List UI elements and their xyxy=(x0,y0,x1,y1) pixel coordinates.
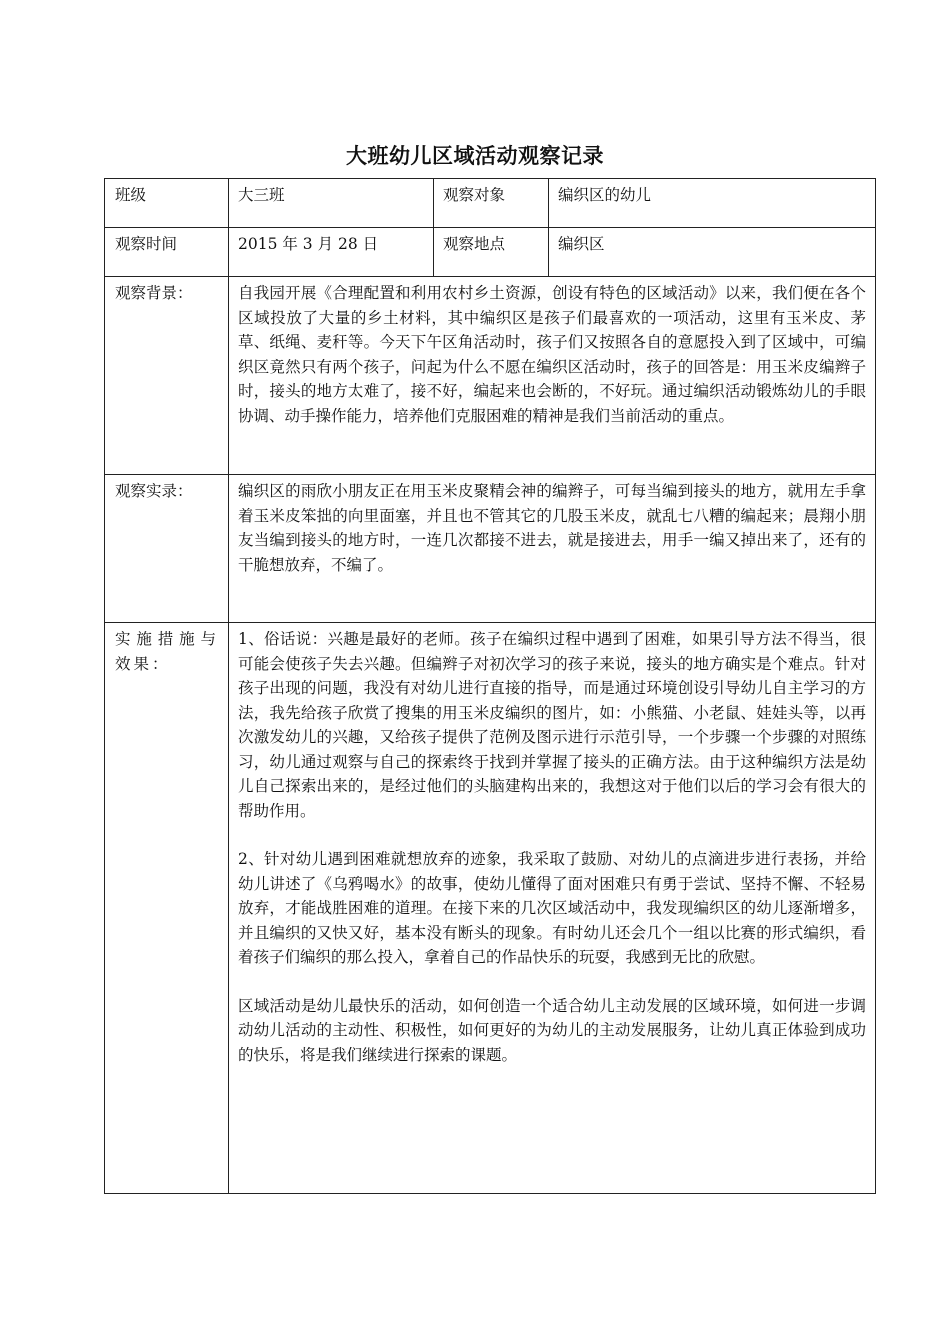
class-value: 大三班 xyxy=(229,179,434,228)
background-text: 自我园开展《合理配置和利用农村乡土资源，创设有特色的区域活动》以来，我们便在各个区域投放了大量的乡土材料，其中编织区是孩子们最喜欢的一项活动，这里有玉米皮、茅草、纸绳、麦秆等。今天下午区角活动时，孩子们又按照各自的意愿投入到了区域中，可编织区竟然只有两个孩子，问起为什么不愿在编织区活动时，孩子的回答是：用玉米皮编辫子时，接头的地方太难了，接不好，编起来也会断的，不好玩。通过编织活动锻炼幼儿的手眼协调、动手操作能力，培养他们克服困难的精神是我们当前活动的重点。 xyxy=(238,284,866,425)
table-row-class xyxy=(105,179,876,228)
measures-paragraph-2: 2、针对幼儿遇到困难就想放弃的迹象，我采取了鼓励、对幼儿的点滴进步进行表扬，并给幼儿讲述了《乌鸦喝水》的故事，使幼儿懂得了面对困难只有勇于尝试、坚持不懈、不轻易放弃，才能战胜困难的道理。在接下来的几次区域活动中，我发现编织区的幼儿逐渐增多，并且编织的又快又好，基本没有断头的现象。有时幼儿还会几个一组以比赛的形式编织，看着孩子们编织的那么投入，拿着自己的作品快乐的玩耍，我感到无比的欣慰。 xyxy=(238,850,866,966)
observation-record-table xyxy=(104,178,876,1194)
measures-paragraph-1: 1、俗话说：兴趣是最好的老师。孩子在编织过程中遇到了困难，如果引导方法不得当，很可能会使孩子失去兴趣。但编辫子对初次学习的孩子来说，接头的地方确实是个难点。针对孩子出现的问题，我没有对幼儿进行直接的指导，而是通过环境创设引导幼儿自主学习的方法，我先给孩子欣赏了搜集的用玉米皮编织的图片，如：小熊猫、小老鼠、娃娃头等，以再次激发幼儿的兴趣，又给孩子提供了范例及图示进行示范引导，一个步骤一个步骤的对照练习，幼儿通过观察与自己的探索终于找到并掌握了接头的正确方法。由于这种编织方法是幼儿自己探索出来的，是经过他们的头脑建构出来的，我想这对于他们以后的学习会有很大的帮助作用。 xyxy=(238,630,866,820)
observation-text: 编织区的雨欣小朋友正在用玉米皮聚精会神的编辫子，可每当编到接头的地方，就用左手拿着玉米皮笨拙的向里面塞，并且也不管其它的几股玉米皮，就乱七八糟的编起来；晨翔小朋友当编到接头的地方时，一连几次都接不进去，就是接进去，用手一编又掉出来了，还有的干脆想放弃，不编了。 xyxy=(238,482,866,574)
observation-label: 观察实录： xyxy=(105,475,229,623)
class-label: 班级 xyxy=(105,179,229,228)
place-value: 编织区 xyxy=(549,228,876,277)
table-row-time xyxy=(105,228,876,277)
target-label: 观察对象 xyxy=(434,179,549,228)
table-row-observation xyxy=(105,475,876,623)
target-value: 编织区的幼儿 xyxy=(549,179,876,228)
measures-label: 实施措施与效果： xyxy=(105,623,229,1194)
table-row-background xyxy=(105,277,876,475)
background-label: 观察背景： xyxy=(105,277,229,475)
time-label: 观察时间 xyxy=(105,228,229,277)
measures-paragraph-3: 区域活动是幼儿最快乐的活动，如何创造一个适合幼儿主动发展的区域环境，如何进一步调动幼儿活动的主动性、积极性，如何更好的为幼儿的主动发展服务，让幼儿真正体验到成功的快乐，将是我们继续进行探索的课题。 xyxy=(238,996,866,1064)
observation-cell xyxy=(229,475,876,623)
place-label: 观察地点 xyxy=(434,228,549,277)
background-cell xyxy=(229,277,876,475)
table-row-measures xyxy=(105,623,876,1194)
time-value: 2015 年 3 月 28 日 xyxy=(229,228,434,277)
page-title: 大班幼儿区域活动观察记录 xyxy=(346,144,604,168)
measures-cell xyxy=(229,623,876,1194)
